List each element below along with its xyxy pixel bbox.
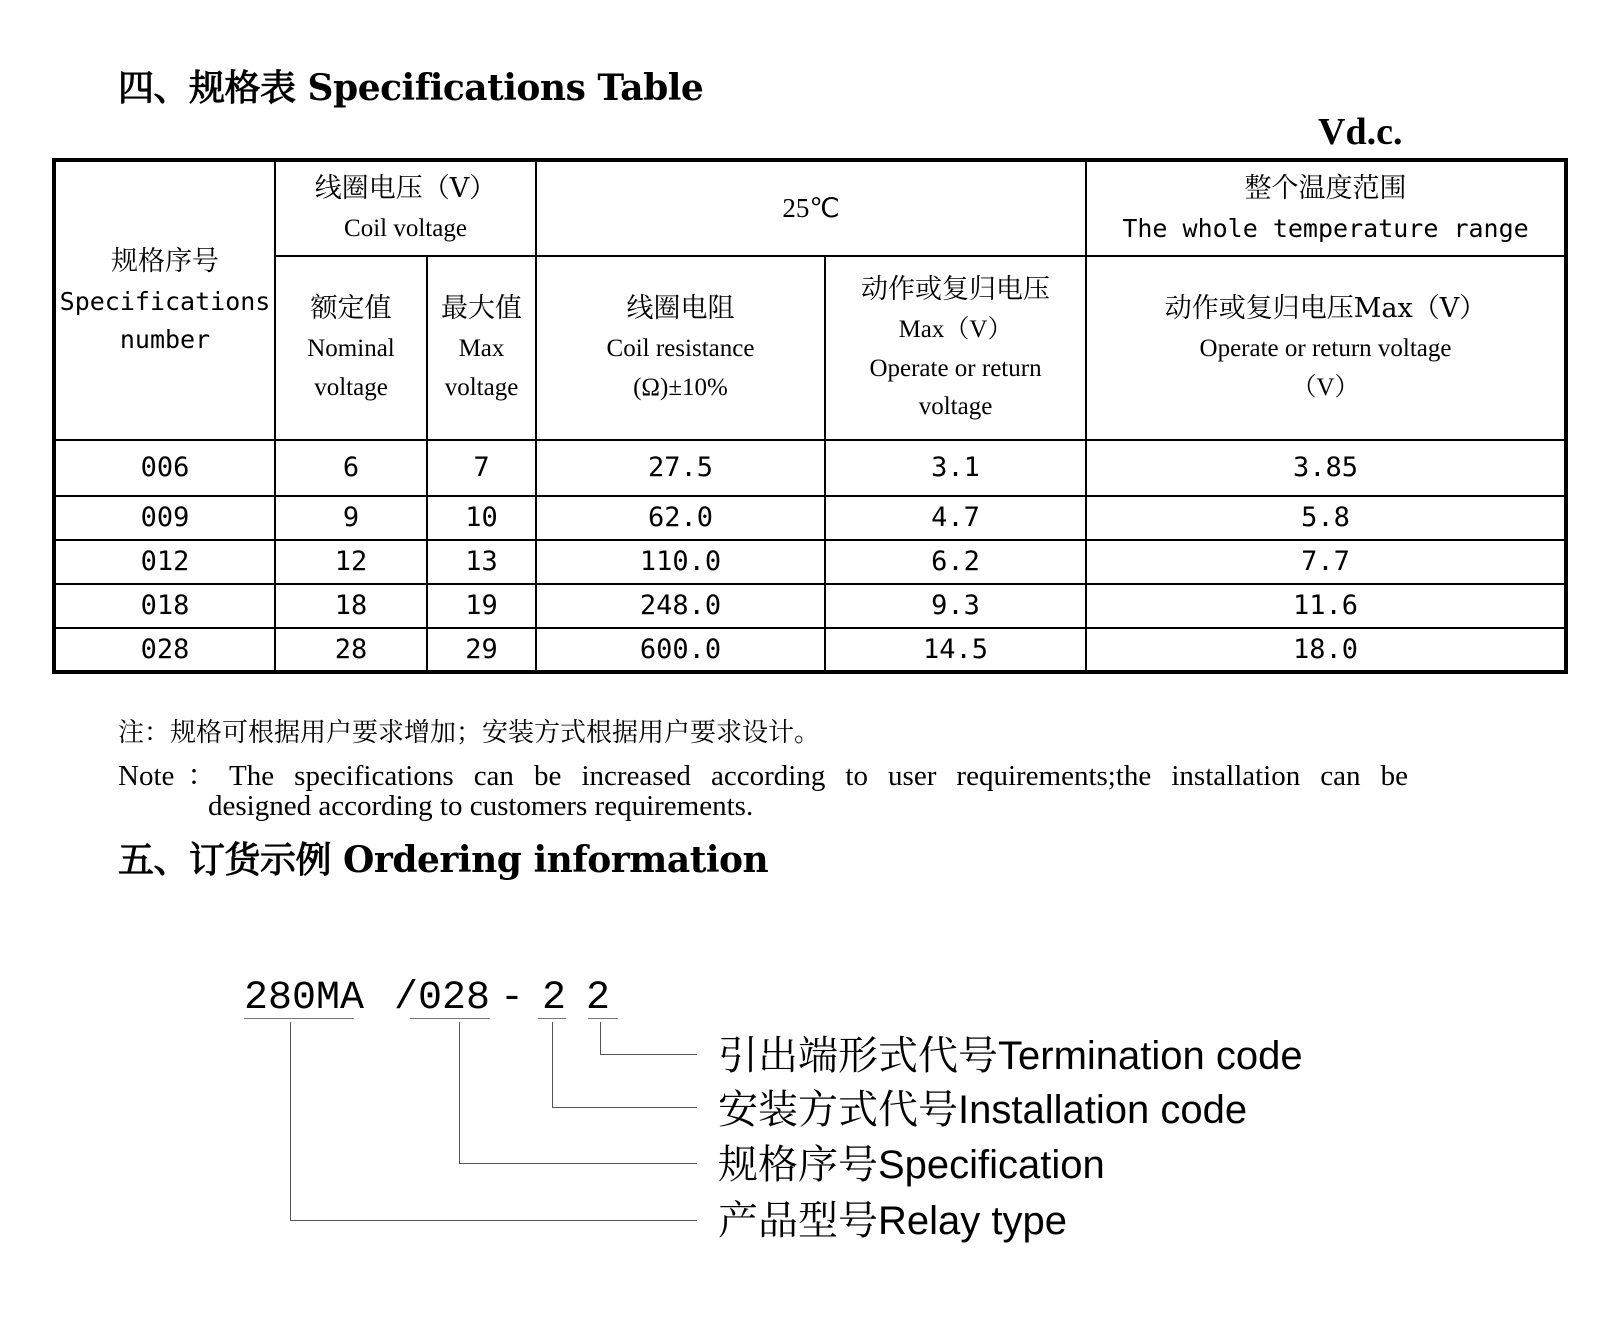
header-nominal-cn: 额定值 bbox=[310, 293, 392, 325]
header-op-en2: voltage bbox=[918, 393, 993, 421]
label-termination-en: Termination code bbox=[998, 1034, 1303, 1078]
code-relay-type: 280MA bbox=[244, 976, 365, 1021]
header-coil-en: Coil voltage bbox=[344, 215, 467, 243]
cell-whole-operate: 5.8 bbox=[1086, 496, 1566, 540]
cell-resistance: 248.0 bbox=[536, 584, 825, 628]
label-specification-cn: 规格序号 bbox=[718, 1142, 878, 1188]
header-whole-range bbox=[1086, 160, 1566, 256]
cell-spec: 018 bbox=[54, 584, 275, 628]
code-specification: /028 bbox=[394, 976, 491, 1021]
header-res-en: Coil resistance bbox=[606, 335, 755, 363]
cell-resistance: 27.5 bbox=[536, 440, 825, 496]
header-spec-number bbox=[54, 160, 275, 440]
cell-whole-operate: 3.85 bbox=[1086, 440, 1566, 496]
label-installation-en: Installation code bbox=[958, 1088, 1248, 1132]
label-termination-code bbox=[718, 1033, 1303, 1079]
cell-resistance: 62.0 bbox=[536, 496, 825, 540]
header-max-en2: voltage bbox=[444, 373, 519, 401]
header-op-cn: 动作或复归电压 bbox=[861, 273, 1050, 305]
cell-operate: 4.7 bbox=[825, 496, 1086, 540]
header-wop-en: Operate or return voltage bbox=[1199, 335, 1452, 363]
header-coil-cn: 线圈电压（V） bbox=[314, 173, 497, 205]
cell-operate: 3.1 bbox=[825, 440, 1086, 496]
header-nominal-en1: Nominal bbox=[307, 335, 395, 363]
leader-line-relay-type bbox=[290, 1022, 697, 1221]
cell-max: 13 bbox=[427, 540, 536, 584]
cell-max: 7 bbox=[427, 440, 536, 496]
header-coil-voltage bbox=[275, 160, 536, 256]
cell-operate: 9.3 bbox=[825, 584, 1086, 628]
code-underline bbox=[410, 1018, 490, 1019]
note-english-line2: designed according to customers requirements. bbox=[208, 790, 754, 822]
header-whole-operate-voltage bbox=[1086, 256, 1566, 440]
table-row bbox=[54, 628, 1566, 673]
code-underline bbox=[244, 1018, 354, 1019]
label-relay-type-cn: 产品型号 bbox=[718, 1198, 878, 1244]
header-coil-resistance bbox=[536, 256, 825, 440]
label-installation-code bbox=[718, 1087, 1248, 1133]
label-specification bbox=[718, 1142, 1105, 1188]
header-spec-cn: 规格序号 bbox=[111, 245, 219, 277]
cell-max: 29 bbox=[427, 628, 536, 673]
code-underline bbox=[588, 1018, 618, 1019]
section4-title: 四、规格表 Specifications Table bbox=[118, 67, 704, 109]
header-max bbox=[427, 256, 536, 440]
header-wop-unit: （V） bbox=[1291, 373, 1360, 401]
cell-whole-operate: 7.7 bbox=[1086, 540, 1566, 584]
label-specification-en: Specification bbox=[878, 1143, 1105, 1187]
header-spec-en1: Specifications bbox=[59, 286, 271, 316]
note-english-line1: Note：The specifications can be increased according to user requirements;the installation can be bbox=[118, 760, 1408, 792]
cell-operate: 6.2 bbox=[825, 540, 1086, 584]
header-spec-en2: number bbox=[119, 325, 211, 355]
header-25c-label: 25℃ bbox=[782, 192, 840, 223]
header-max-cn: 最大值 bbox=[441, 293, 522, 325]
note-chinese: 注：规格可根据用户要求增加；安装方式根据用户要求设计。 bbox=[118, 718, 821, 748]
cell-nominal: 28 bbox=[275, 628, 427, 673]
code-underline bbox=[538, 1018, 566, 1019]
cell-nominal: 6 bbox=[275, 440, 427, 496]
label-relay-type-en: Relay type bbox=[878, 1199, 1067, 1243]
cell-operate: 14.5 bbox=[825, 628, 1086, 673]
header-res-tolerance: (Ω)±10% bbox=[633, 373, 728, 401]
cell-resistance: 110.0 bbox=[536, 540, 825, 584]
header-nominal bbox=[275, 256, 427, 440]
header-operate-voltage bbox=[825, 256, 1086, 440]
unit-label: Vd.c. bbox=[1318, 111, 1403, 153]
cell-nominal: 12 bbox=[275, 540, 427, 584]
cell-spec: 028 bbox=[54, 628, 275, 673]
cell-whole-operate: 18.0 bbox=[1086, 628, 1566, 673]
header-res-cn: 线圈电阻 bbox=[626, 293, 735, 325]
cell-spec: 006 bbox=[54, 440, 275, 496]
header-25c bbox=[536, 160, 1086, 256]
cell-max: 19 bbox=[427, 584, 536, 628]
table-row bbox=[54, 440, 1566, 496]
table-row bbox=[54, 496, 1566, 540]
header-op-max: Max（V） bbox=[898, 315, 1013, 343]
cell-nominal: 9 bbox=[275, 496, 427, 540]
header-op-en1: Operate or return bbox=[869, 354, 1042, 382]
code-termination: 2 bbox=[586, 976, 611, 1021]
cell-spec: 009 bbox=[54, 496, 275, 540]
cell-max: 10 bbox=[427, 496, 536, 540]
cell-whole-operate: 11.6 bbox=[1086, 584, 1566, 628]
header-max-en1: Max bbox=[458, 335, 505, 363]
label-relay-type bbox=[718, 1198, 1067, 1244]
code-installation: 2 bbox=[542, 976, 567, 1021]
cell-nominal: 18 bbox=[275, 584, 427, 628]
section5-title: 五、订货示例 Ordering information bbox=[118, 839, 769, 881]
code-dash: - bbox=[500, 976, 525, 1021]
specifications-table bbox=[52, 158, 1568, 674]
cell-resistance: 600.0 bbox=[536, 628, 825, 673]
header-whole-cn: 整个温度范围 bbox=[1244, 173, 1407, 205]
table-row bbox=[54, 540, 1566, 584]
label-termination-cn: 引出端形式代号 bbox=[718, 1033, 998, 1079]
table-row bbox=[54, 584, 1566, 628]
cell-spec: 012 bbox=[54, 540, 275, 584]
label-installation-cn: 安装方式代号 bbox=[718, 1087, 958, 1133]
header-wop-cn: 动作或复归电压Max（V） bbox=[1164, 293, 1487, 325]
header-whole-en: The whole temperature range bbox=[1122, 214, 1529, 244]
header-nominal-en2: voltage bbox=[314, 373, 388, 401]
